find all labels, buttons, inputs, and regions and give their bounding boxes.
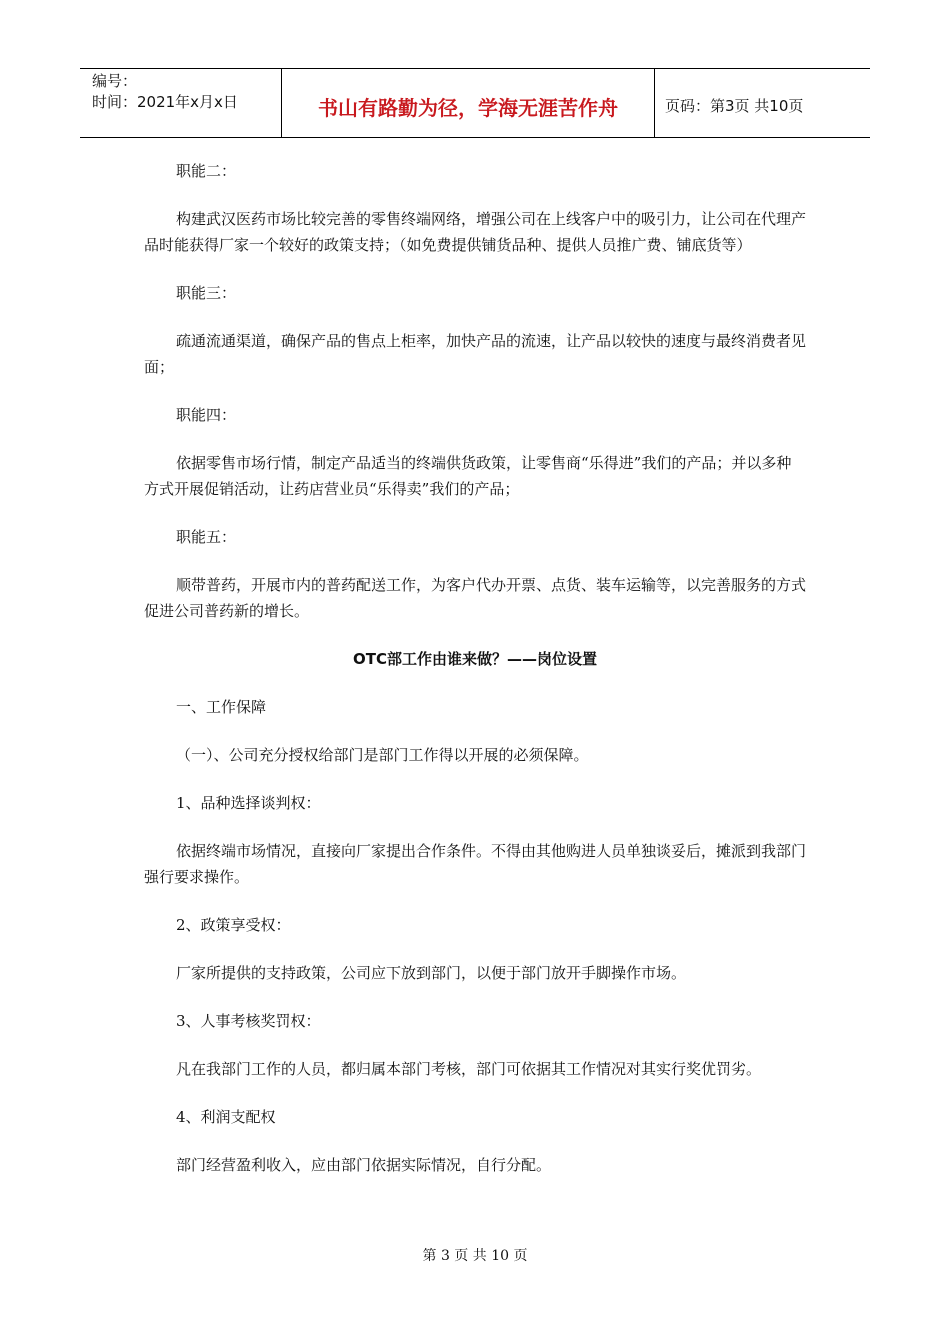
- time-label: 时间：2021年x月x日: [92, 93, 238, 111]
- header-meta: [80, 69, 282, 137]
- paragraph: 依据零售市场行情，制定产品适当的终端供货政策，让零售商“乐得进”我们的产品；并以多种方式开展促销活动，让药店营业员“乐得卖”我们的产品；: [144, 454, 792, 498]
- paragraph: 职能四：: [176, 406, 237, 424]
- motto-text: 书山有路勤为径，学海无涯苦作舟: [318, 95, 618, 120]
- paragraph: 凡在我部门工作的人员，都归属本部门考核，部门可依据其工作情况对其实行奖优罚劣。: [176, 1060, 762, 1078]
- section-heading: OTC部工作由谁来做？——岗位设置: [353, 650, 597, 668]
- paragraph: 构建武汉医药市场比较完善的零售终端网络，增强公司在上线客户中的吸引力，让公司在代理产品时能获得厂家一个较好的政策支持；（如免费提供铺货品种、提供人员推广费、铺底货等）: [144, 210, 807, 254]
- footer-page-number: 第 3 页 共 10 页: [422, 1248, 528, 1264]
- paragraph: 1、品种选择谈判权：: [176, 794, 321, 812]
- paragraph: 职能五：: [176, 528, 237, 546]
- paragraph: 部门经营盈利收入，应由部门依据实际情况，自行分配。: [176, 1156, 552, 1174]
- header-page-info: [655, 69, 870, 137]
- paragraph: （一）、公司充分授权给部门是部门工作得以开展的必须保障。: [176, 746, 589, 764]
- paragraph: 顺带普药，开展市内的普药配送工作，为客户代办开票、点货、装车运输等，以完善服务的方式促进公司普药新的增长。: [144, 576, 807, 620]
- page-info-text: 页码：第3页 共10页: [665, 96, 804, 115]
- page-footer: [0, 1245, 950, 1265]
- paragraph: 厂家所提供的支持政策，公司应下放到部门，以便于部门放开手脚操作市场。: [176, 964, 687, 982]
- paragraph: 疏通流通渠道，确保产品的售点上柜率，加快产品的流速，让产品以较快的速度与最终消费者见面；: [144, 332, 807, 376]
- paragraph: 一、工作保障: [176, 698, 267, 716]
- number-label: 编号：: [92, 72, 138, 90]
- document-body: [144, 158, 806, 1200]
- paragraph: 职能三：: [176, 284, 237, 302]
- paragraph: 依据终端市场情况，直接向厂家提出合作条件。不得由其他购进人员单独谈妥后，摊派到我部门强行要求操作。: [144, 842, 807, 886]
- paragraph: 职能二：: [176, 162, 237, 180]
- header-motto: [282, 69, 655, 137]
- paragraph: 3、人事考核奖罚权：: [176, 1012, 321, 1030]
- paragraph: 2、政策享受权：: [176, 916, 291, 934]
- document-header: [80, 68, 870, 138]
- paragraph: 4、利润支配权: [176, 1108, 276, 1126]
